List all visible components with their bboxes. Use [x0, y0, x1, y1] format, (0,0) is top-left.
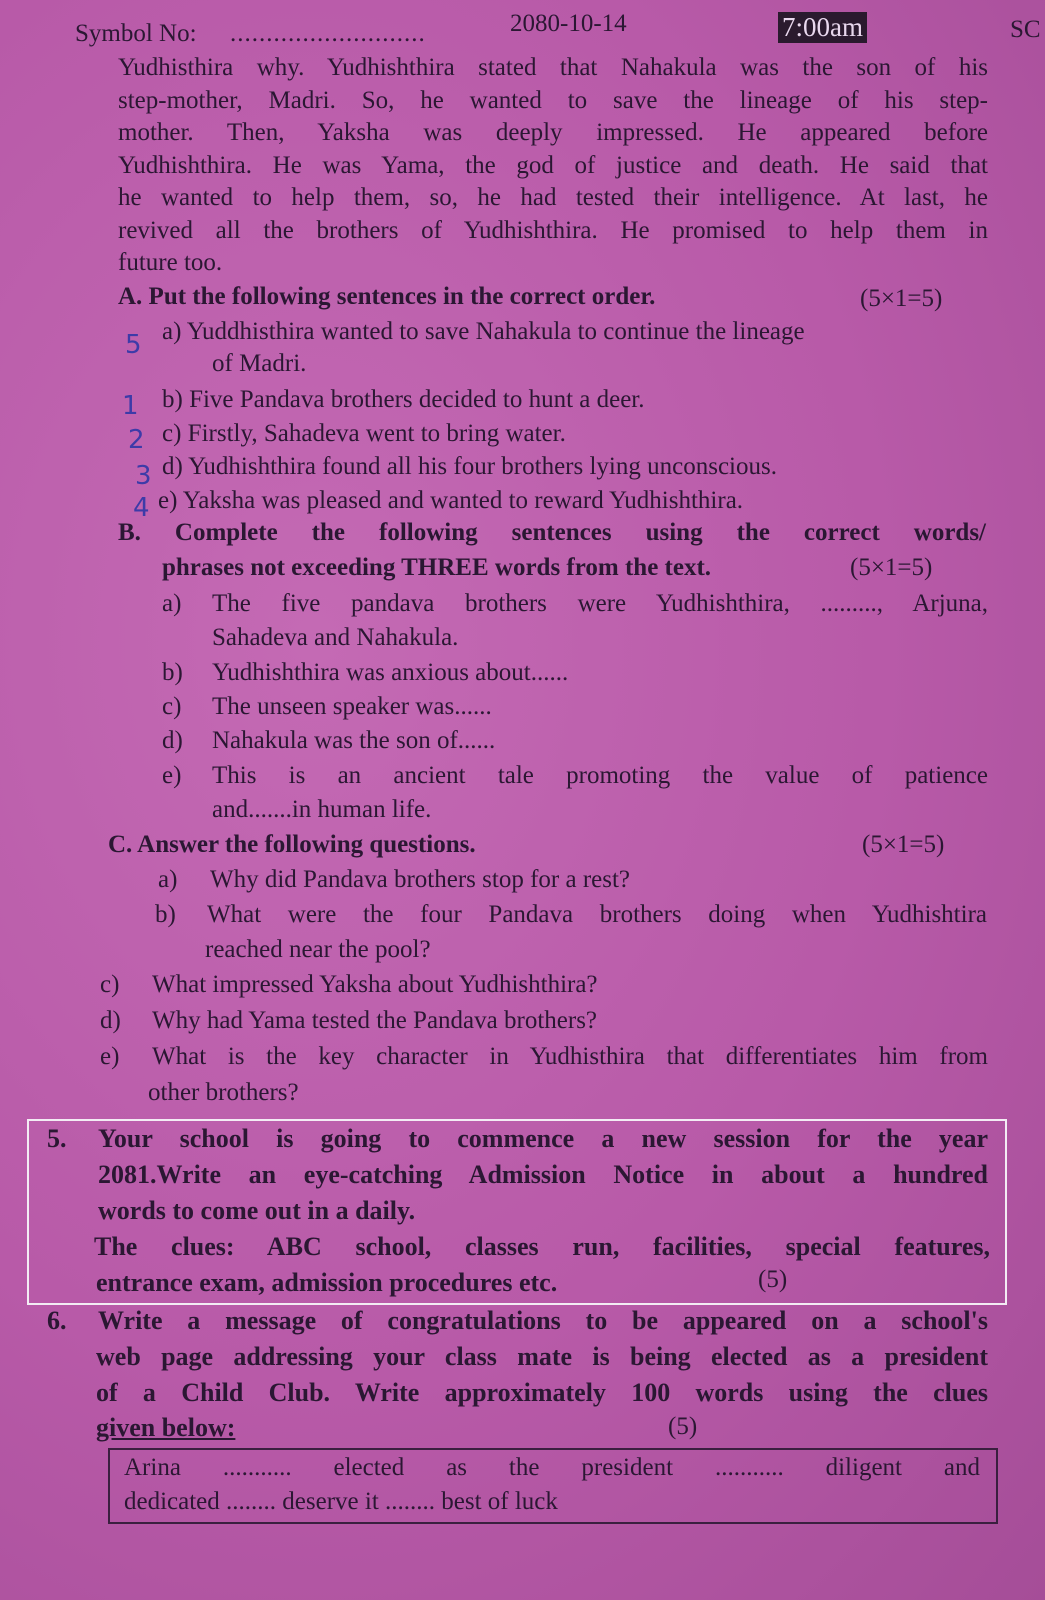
section-b-label: d)	[162, 727, 183, 754]
section-b-item: This is an ancient tale promoting the value of patience	[212, 762, 988, 789]
section-c-label: d)	[100, 1007, 121, 1034]
handwritten-order-number: 5	[125, 330, 142, 360]
section-a-item: d) Yudhishthira found all his four brothers lying unconscious.	[162, 453, 777, 480]
section-c-item-cont: reached near the pool?	[205, 936, 431, 963]
question-5-clues: The clues: ABC school, classes run, facilities, special features,	[94, 1232, 990, 1261]
section-b-item-cont: Sahadeva and Nahakula.	[212, 624, 459, 651]
section-c-label: a)	[158, 866, 178, 893]
section-b-item: The five pandava brothers were Yudhishthira, ........., Arjuna,	[212, 590, 988, 617]
question-5-clues-cont: entrance exam, admission procedures etc.	[96, 1268, 558, 1297]
question-6-clue-box	[108, 1448, 998, 1524]
section-b-label: c)	[162, 693, 182, 720]
section-b-title: B. Complete the following sentences using the correct words/	[118, 519, 986, 546]
passage-line: Yudhishthira. He was Yama, the god of justice and death. He said that	[118, 151, 988, 179]
section-a-item: e) Yaksha was pleased and wanted to reward Yudhishthira.	[158, 487, 744, 514]
section-c-item: Why had Yama tested the Pandava brothers?	[152, 1007, 598, 1034]
section-a-item-cont: of Madri.	[212, 350, 307, 377]
passage	[118, 52, 988, 280]
question-5-line: 2081.Write an eye-catching Admission Notice in about a hundred	[98, 1160, 988, 1189]
symbol-dots: ...........................	[230, 20, 426, 47]
question-5-marks: (5)	[758, 1266, 788, 1293]
clue-line: dedicated ........ deserve it ........ best of luck	[124, 1488, 558, 1515]
passage-line: he wanted to help them, so, he had tested their intelligence. At last, he	[118, 184, 988, 211]
passage-line: revived all the brothers of Yudhishthira. He promised to help them in	[118, 216, 988, 244]
section-b-title-cont: phrases not exceeding THREE words from the text.	[162, 554, 712, 581]
section-c-item: What were the four Pandava brothers doing when Yudhishtira	[207, 901, 987, 928]
section-b-item: Nahakula was the son of......	[212, 727, 496, 754]
passage-line: Yudhisthira why. Yudhishthira stated that Nahakula was the son of his	[118, 54, 988, 81]
clue-line: Arina ........... elected as the president ........... diligent and	[124, 1454, 980, 1481]
question-5-line: words to come out in a daily.	[98, 1196, 416, 1225]
question-6-number: 6.	[47, 1306, 67, 1335]
section-a-item: a) Yuddhisthira wanted to save Nahakula to continue the lineage	[162, 318, 805, 345]
section-c-label: b)	[155, 901, 176, 928]
question-6-line: given below:	[96, 1413, 236, 1442]
symbol-label: Symbol No:	[75, 20, 197, 47]
question-5-line: Your school is going to commence a new session for the year	[98, 1124, 988, 1153]
question-6-line: of a Child Club. Write approximately 100 words using the clues	[96, 1378, 988, 1407]
section-b-item: The unseen speaker was......	[212, 693, 492, 720]
passage-line: step-mother, Madri. So, he wanted to save the lineage of his step-	[118, 86, 988, 114]
exam-time: 7:00am	[778, 12, 867, 43]
section-b-label: b)	[162, 659, 183, 686]
section-a-marks: (5×1=5)	[860, 285, 943, 312]
section-b-item: Yudhishthira was anxious about......	[212, 659, 569, 686]
question-6-line: web page addressing your class mate is being elected as a president	[96, 1342, 988, 1371]
section-a-item: b) Five Pandava brothers decided to hunt a deer.	[162, 386, 645, 413]
handwritten-order-number: 2	[128, 425, 145, 455]
handwritten-order-number: 3	[135, 461, 152, 491]
question-6-marks: (5)	[668, 1413, 698, 1440]
handwritten-order-number: 1	[122, 391, 139, 421]
section-b-marks: (5×1=5)	[850, 554, 933, 581]
section-c-item-cont: other brothers?	[148, 1079, 299, 1106]
section-c-title: C. Answer the following questions.	[108, 831, 476, 858]
handwritten-order-number: 4	[133, 493, 150, 523]
section-c-item: What impressed Yaksha about Yudhishthira?	[152, 971, 598, 998]
corner-mark: SC	[1010, 16, 1041, 43]
section-c-label: c)	[100, 971, 120, 998]
section-a-item: c) Firstly, Sahadeva went to bring water.	[162, 420, 566, 447]
passage-line: future too.	[118, 249, 223, 276]
question-5-number: 5.	[47, 1124, 67, 1153]
question-6-line: Write a message of congratulations to be appeared on a school's	[98, 1306, 988, 1335]
section-a-title: A. Put the following sentences in the correct order.	[118, 283, 656, 310]
section-b-item-cont: and.......in human life.	[212, 796, 432, 823]
section-c-label: e)	[100, 1043, 120, 1070]
section-b-label: e)	[162, 762, 182, 789]
section-b-label: a)	[162, 590, 182, 617]
section-c-marks: (5×1=5)	[862, 831, 945, 858]
section-c-item: Why did Pandava brothers stop for a rest?	[210, 866, 631, 893]
section-c-item: What is the key character in Yudhisthira that differentiates him from	[152, 1043, 988, 1070]
exam-date: 2080-10-14	[510, 10, 627, 37]
passage-line: mother. Then, Yaksha was deeply impressed. He appeared before	[118, 119, 988, 146]
